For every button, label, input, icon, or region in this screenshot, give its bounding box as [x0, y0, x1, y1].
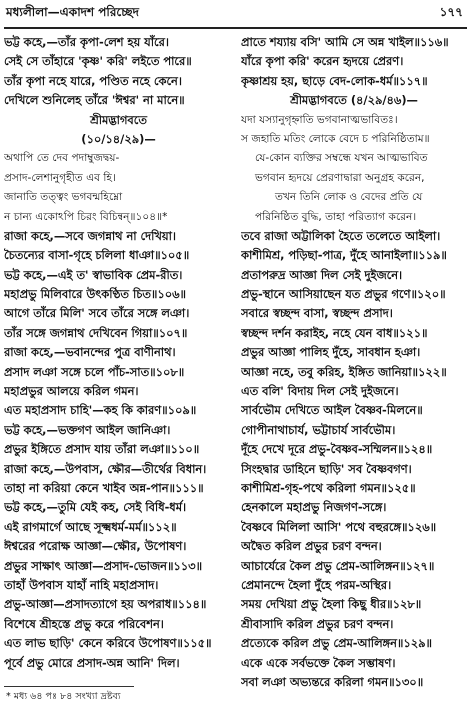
verse-line: ভট্ট কহে,—ভক্তগণ আইল জানিঞা।	[4, 422, 171, 437]
verse-line: তাহা না করিয়া কেনে খাইব অন্ন-পান॥১১১॥	[4, 480, 204, 495]
verse-line: আগে তাঁরে মিলি' সবে তাঁরে সঙ্গে লঞা।	[4, 306, 190, 321]
verse-line: হেনকালে মহাপ্রভু নিজগণ-সঙ্গে।	[241, 500, 387, 515]
footnote: * মধ্য ৬৪ পঃ ৮৪ সংখ্যা দ্রষ্টব্য	[6, 691, 121, 702]
verse-line: বৈষ্ণবে মিলিলা আসি' পথে বহুরঙ্গে॥১২৬॥	[241, 519, 437, 534]
translation-line: যে-কোন ব্যক্তির সম্বন্ধে যখন আত্মভাবিত	[255, 152, 428, 165]
verse-line: বিশেষে শ্রীহস্তে প্রভু করে পরিবেশন।	[4, 616, 164, 631]
verse-line: শ্রীবাসাদি করিল প্রভুর চরণ বন্দন।	[241, 616, 394, 631]
left-column	[4, 33, 233, 673]
verse-line: প্রাতে শয্যায় বসি' আমি সে অন্ন খাইল॥১১৬॥	[241, 35, 449, 49]
verse-line: অদ্বৈত করিল প্রভুর চরণ বন্দন।	[241, 539, 382, 554]
verse-line: রাজা কহে,—সবে জগন্নাথ না দেখিয়া।	[4, 228, 176, 243]
verse-line: চৈতন্যের বাসা-গৃহে চলিলা ধাঞা॥১০৫॥	[4, 248, 190, 263]
verse-line: ঈশ্বরের পরোক্ষ আজ্ঞা—ক্ষৌর, উপোষণ।	[4, 539, 187, 554]
verse-line: যাঁরে কৃপা করি' করেন হৃদয়ে প্রেরণ।	[241, 54, 404, 69]
verse-line: তাঁর কৃপা নহে যারে, পণ্ডিত নহে কেনে।	[4, 73, 182, 88]
right-column	[241, 33, 467, 692]
verse-line: প্রভুর সাক্ষাৎ আজ্ঞা—প্রসাদ-ভোজন॥১১৩॥	[4, 558, 203, 573]
verse-line: প্রভু-আজ্ঞা—প্রসাদত্যাগে হয় অপরাধ॥১১৪॥	[4, 597, 207, 612]
verse-line: দূঁহে দেখে দূরে প্রভু-বৈষ্ণব-সম্মিলন॥১২৪॥	[241, 442, 433, 457]
sanskrit-verse-line: যদা যস্যানুগৃহ্নাতি ভগবানাত্মভাবিতঃ।	[241, 113, 398, 126]
verse-line: প্রসাদ লঞা সঙ্গে চলে পাঁচ-সাত॥১০৮॥	[4, 364, 185, 379]
translation-line: পরিনিষ্ঠিত বুদ্ধি, তাহা পরিত্যাগ করেন।	[255, 210, 417, 223]
page-header	[6, 4, 463, 24]
verse-line: মহাপ্রভু মিলিবারে উৎকণ্ঠিত চিত॥১০৬॥	[4, 287, 186, 302]
chapter-title: মধ্যলীলা—একাদশ পরিচ্ছেদ	[6, 5, 139, 19]
verse-line: রাজা কহে,—ভবানন্দের পুত্র বাণীনাথ।	[4, 345, 176, 360]
verse-line: এত লাভ ছাড়ি' কেনে করিবে উপোষণ॥১১৫॥	[4, 636, 212, 651]
verse-line: দেখিলে শুনিলেহ তাঁরে 'ঈশ্বর' না মানে॥	[4, 93, 185, 108]
verse-line: প্রভুর আজ্ঞা পালিহ দুঁহে, সাবধান হঞা।	[241, 345, 421, 360]
page-number: ১৭৭	[439, 5, 463, 19]
sanskrit-verse-line: প্রসাদ-লেশানুগৃহীত এব হি।	[4, 171, 116, 184]
footnote-rule	[4, 686, 134, 687]
verse-line: সবারে স্বচ্ছন্দ বাসা, স্বচ্ছন্দ প্রসাদ।	[241, 306, 393, 321]
verse-line: কাশীমিশ্র-গৃহ-পথে করিলা গমন॥১২৫॥	[241, 480, 416, 495]
verse-line: প্রতাপরুদ্র আজ্ঞা দিল সেই দুইজনে।	[241, 267, 403, 282]
verse-line: এত মহাপ্রসাদ চাহি'—কহ কি কারণ॥১০৯॥	[4, 403, 197, 418]
verse-line: কাশীমিশ্র, পড়িছা-পাত্র, দুঁহে আনাইলা॥১১৯॥	[241, 248, 447, 263]
verse-line: আজ্ঞা নহে, তবু করিহ, ইঙ্গিত জানিয়া॥১২২॥	[241, 364, 447, 379]
verse-line: এত বলি' বিদায় দিল সেই দুইজনে।	[241, 384, 399, 399]
citation-heading: শ্রীমদ্ভাগবতে (৪/২৯/৪৬)—	[290, 93, 418, 108]
verse-line: সবা লঞা অভ্যন্তরে করিলা গমন॥১৩০॥	[241, 674, 424, 689]
translation-line: তখন তিনি লোক ও বেদের প্রতি যে	[275, 191, 423, 204]
verse-line: সিংহদ্বার ডাহিনে ছাড়ি' সব বৈষ্ণবগণ।	[241, 461, 412, 476]
verse-line: গোপীনাথাচার্য, ভট্টাচার্য সার্বভৌম।	[241, 422, 396, 437]
translation-line: ভগবান হৃদয়ে প্রেরণাদ্বারা অনুগ্রহ করেন,	[255, 171, 425, 184]
citation-heading: শ্রীমদ্ভাগবতে	[90, 112, 147, 127]
verse-line: ভট্ট কহে,—তুমি যেই কহ, সেই বিধি-ধর্ম।	[4, 500, 187, 515]
verse-line: প্রভু-স্থানে আসিয়াছেন যত প্রভুর গণে॥১২০॥	[241, 287, 446, 302]
verse-line: প্রত্যেকে করিল প্রভু প্রেম-আলিঙ্গন॥১২৯॥	[241, 636, 432, 651]
verse-line: তাহাঁ উপবাস যাহাঁ নাহি মহাপ্রসাদ।	[4, 577, 159, 592]
verse-line: সার্বভৌম দেখিতে আইল বৈষ্ণব-মিলনে॥	[241, 403, 423, 418]
sanskrit-verse-line: জানাতি তত্ত্বং ভগবন্মহিম্নো	[4, 191, 123, 204]
sanskrit-verse-line: স জহাতি মতিং লোকে বেদে চ পরিনিষ্ঠিতাম॥	[241, 132, 430, 145]
verse-line: এই রাগমার্গে আছে সূক্ষ্মধর্ম-মর্ম॥১১২॥	[4, 519, 177, 534]
verse-line: একে একে সর্বভক্তে কৈল সম্ভাষণ।	[241, 655, 396, 670]
citation-heading: (১০/১৪/২৯)—	[81, 131, 156, 146]
sanskrit-verse-line: ন চান্য একোঽপি চিরং বিচিন্বন্॥১০৪॥*	[4, 210, 168, 223]
verse-line: মহাপ্রভুর আলয়ে করিল গমন।	[4, 384, 139, 399]
verse-line: রাজা কহে,—উপবাস, ক্ষৌর—তীর্থের বিধান।	[4, 461, 207, 476]
verse-line: স্বচ্ছন্দ দর্শন করাইহ, নহে যেন বাধ॥১২১॥	[241, 325, 428, 340]
verse-line: কৃষ্ণাশ্রয় হয়, ছাড়ে বেদ-লোক-ধর্ম॥১১৭॥	[241, 73, 428, 88]
verse-line: প্রেমানন্দে হৈলা দুঁহে পরম-অস্থির।	[241, 577, 392, 592]
verse-line: তাঁর সঙ্গে জগন্নাথ দেখিবেন গিয়া॥১০৭॥	[4, 325, 188, 340]
verse-line: ভট্ট কহে,—তাঁর কৃপা-লেশ হয় যাঁরে।	[4, 35, 169, 49]
header-rule	[4, 27, 467, 29]
verse-line: সেই সে তাঁহারে 'কৃষ্ণ' করি' লইতে পারে॥	[4, 54, 192, 69]
verse-line: আচার্যেরে কৈল প্রভু প্রেম-আলিঙ্গন॥১২৭॥	[241, 558, 435, 573]
verse-line: তবে রাজা অট্টালিকা হৈতে তলেতে আইলা।	[241, 228, 441, 243]
sanskrit-verse-line: অথাপি তে দেব পদাম্বুজদ্বয়-	[4, 152, 120, 165]
verse-line: ভট্ট কহে,—এই ত' স্বাভাবিক প্রেম-রীত।	[4, 267, 183, 282]
verse-line: সময় দেখিয়া প্রভু হৈলা কিছু ধীর॥১২৮॥	[241, 597, 422, 612]
verse-line: প্রভুর ইঙ্গিতে প্রসাদ যায় তাঁরা লঞা॥১১০॥	[4, 442, 200, 457]
verse-line: পূর্বে প্রভু মোরে প্রসাদ-অন্ন আনি' দিল।	[4, 655, 180, 670]
